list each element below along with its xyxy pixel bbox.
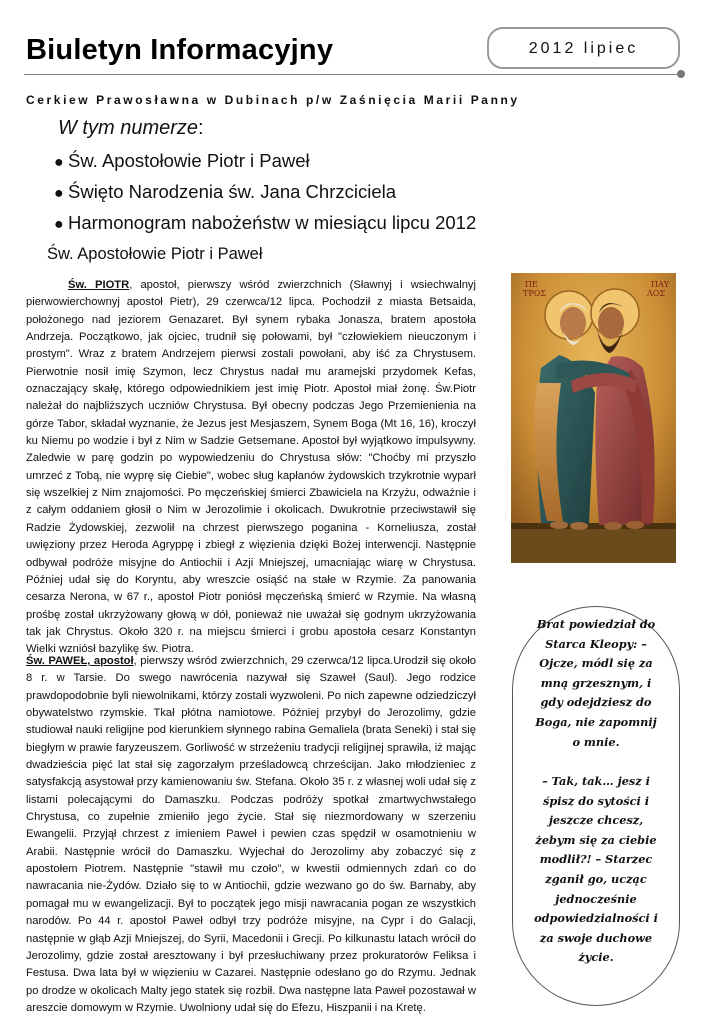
issue-date: 2012 lipiec bbox=[528, 40, 639, 57]
article-paul-text: , pierwszy wśród zwierzchnich, 29 czerwca/12 lipca.Urodził się około 8 r. w Tarsie. Do swego nawrócenia nazywał się Szaweł (Saul). Jego rodzice prawdopodobnie byli niewolnikami, którzy zostali wyzwoleni. Po nich zapewne odziedziczył obywatelstwo rzymskie. Tkał płótna namiotowe. Później przybył do Jerozolimy, gdzie studiował nauki religijne pod kierunkiem słynnego rabina Gemaliela (brata Seneki) i stał się biegłym w prawie faryzeuszem. Gorliwość w strzeżeniu tradycji religijnej sprawiła, iż mając dwadzieścia pięć lat stał się zagorzałym prześladowcą chrześcijan. Jako młodzieniec z satysfakcją asystował przy kamienowaniu św. Stefana. Około 35 r. z własnej woli udał się z listami polecającymi do Damaszku. Podczas podróży spotkał zmartwychwstałego Chrystusa, co zupełnie zmieniło jego życie. Stał się niezmordowany w szerzeniu Ewangelii. Przyjął chrzest z imieniem Paweł i pewien czas spędził w osamotnieniu w Arabii. Następnie wrócił do Damaszku. Wyjechał do Jerozolimy aby zobaczyć się z apostołem Piotrem. Następnie "stawił mu czoło", w kwestii odmiennych zdań co do nawracania nie-Żydów. Działo się to w Antiochii, gdzie wezwano go do św. Barnaby, aby pomagał mu w ewangelizacji. Był to początek jego misji nawracania pogan ze wszystkich narodów. Po 44 r. apostoł Paweł odbył trzy podróże misyjne, na Cypr i do Galacji, następnie w głąb Azji Mniejszej, do Syrii, Macedonii i Grecji. Po kilkunastu latach wrócił do Jerozolimy, gdzie został aresztowany i był przesłuchiwany przez prokuratorów Feliksa i Festusa. Dwa lata był w więzieniu w Cazarei. Następnie odesłano go do Rzymu. Jednak po drodze w okolicach Malty jego statek się rozbił. Dwa następne lata Paweł pozostawał w areszcie domowym w Rzymie. Uwolniony udał się do Efezu, Hiszpanii i na Kretę. bbox=[26, 655, 476, 1014]
header-divider bbox=[24, 74, 680, 75]
bullet-icon: ● bbox=[54, 216, 64, 233]
apostles-icon-image bbox=[511, 273, 676, 563]
parish-subtitle: Cerkiew Prawosławna w Dubinach p/w Zaśnięcia Marii Panny bbox=[26, 93, 520, 107]
quote-box bbox=[512, 606, 680, 1006]
inscription-peter-line: ΤΡΟΣ bbox=[523, 289, 546, 298]
bulletin-title: Biuletyn Informacyjny bbox=[26, 34, 334, 66]
article-peter-text: , apostoł, pierwszy wśród zwierzchnich (Sławnyj i wsiechwalnyj pierwowierchownyj apostoł Pietr), 29 czerwca/12 lipca. Pochodził z miasta Betsaida, położonego nad jeziorem Genazaret. Był synem rybaka Jonasza, bratem apostoła Andrzeja. Początkowo, jak ojciec, trudnił się połowami, był "człowiekiem nieuczonym i prostym". Wraz z bratem Andrzejem pierwsi zostali powołani, aby iść za Chrystusem. Pierwotnie nosił imię Szymon, lecz Chrystus nadał mu aramejski przydomek Kefas, oznaczający skałę, którego odpowiednikiem jest imię Piotr. Apostoł miał żonę. Św.Piotr należał do najbliższych uczniów Chrystusa. Był obecny podczas Jego Przemienienia na górze Tabor, składał wyznanie, że Jezus jest Mesjaszem, Synem Boga (Mt 16, 16), kroczył ku Niemu po wodzie i był z Nim w Sadzie Getsemane. Apostoł był wyjątkowo impulsywny. Zaledwie w parę godzin po wypowiedzeniu do Chrystusa słów: "Choćby mi przyszło umrzeć z Tobą, nie wyprę się Ciebie", wobec sług kapłanów żydowskich trzykrotnie wyparł się wszelkiej z Nim znajomości. Po męczeńskiej śmierci Zbawiciela na Krzyżu, odważnie i z całym oddaniem głosił o Nim w Jerozolimie i okolicach. Dwukrotnie przeciwstawił się Radzie Żydowskiej, zezwolił na chrzest pierwszego poganina - Korneliusza, został uwięziony przez Heroda Agryppę i zbiegł z więzienia dzięki Bożej interwencji. Następnie odbywał podróże misyjne do Antiochii i Azji Mniejszej, umacniając wiarę w Chrystusa. Później udał się do Koryntu, aby wreszcie osiąść na stałe w Rzymie. Za panowania cesarza Nerona, w 67 r., apostoł Piotr poniósł męczeńską śmierć w Rzymie. Na własną prośbę został ukrzyżowany głową w dół, ponieważ nie uważał się godnym ukrzyżowania tak jak Chrystus. Około 320 r. na miejscu śmierci i grobu apostoła cesarz Konstantyn Wielki wzniósł bazylikę św. Piotra. bbox=[26, 279, 476, 656]
inscription-peter-line: ΠΕ bbox=[525, 280, 538, 289]
contents-intro bbox=[58, 117, 204, 140]
quote-part-2: – Tak, tak… jesz i śpisz do sytości i jeszcze chcesz, żebym się za ciebie modlił?! – Starzec zganił go, ucząc jednocześnie odpowiedzialności i za swoje duchowe życie. bbox=[534, 774, 658, 965]
contents-list bbox=[54, 146, 476, 239]
article-peter bbox=[26, 277, 476, 659]
contents-item bbox=[54, 208, 476, 239]
contents-intro-label: W tym numerze bbox=[58, 117, 199, 139]
inscription-paul-line: ΠΑΥ bbox=[651, 280, 670, 289]
contents-item-text: Harmonogram nabożeństw w miesiącu lipcu 2012 bbox=[68, 212, 477, 233]
article-paul-lead: Św. PAWEŁ, apostoł bbox=[26, 655, 134, 667]
contents-intro-colon: : bbox=[198, 117, 204, 139]
apostles-embrace-icon bbox=[511, 273, 676, 563]
article-peter-lead: Św. PIOTR bbox=[68, 279, 130, 291]
article-paul bbox=[26, 653, 476, 1017]
contents-item bbox=[54, 146, 476, 177]
contents-item-text: Święto Narodzenia św. Jana Chrzciciela bbox=[68, 181, 397, 202]
bullet-icon: ● bbox=[54, 185, 64, 202]
header-divider-dot bbox=[677, 70, 685, 78]
contents-item bbox=[54, 177, 476, 208]
bullet-icon: ● bbox=[54, 154, 64, 171]
contents-item-text: Św. Apostołowie Piotr i Paweł bbox=[68, 150, 310, 171]
quote-part-1: Brat powiedział do Starca Kleopy: – Ojcze, módl się za mną grzesznym, i gdy odejdziesz do Boga, nie zapomnij o mnie. bbox=[535, 617, 657, 749]
issue-date-box bbox=[487, 27, 680, 69]
section-heading: Św. Apostołowie Piotr i Paweł bbox=[47, 245, 263, 263]
inscription-paul-line: ΛΟΣ bbox=[647, 289, 665, 298]
